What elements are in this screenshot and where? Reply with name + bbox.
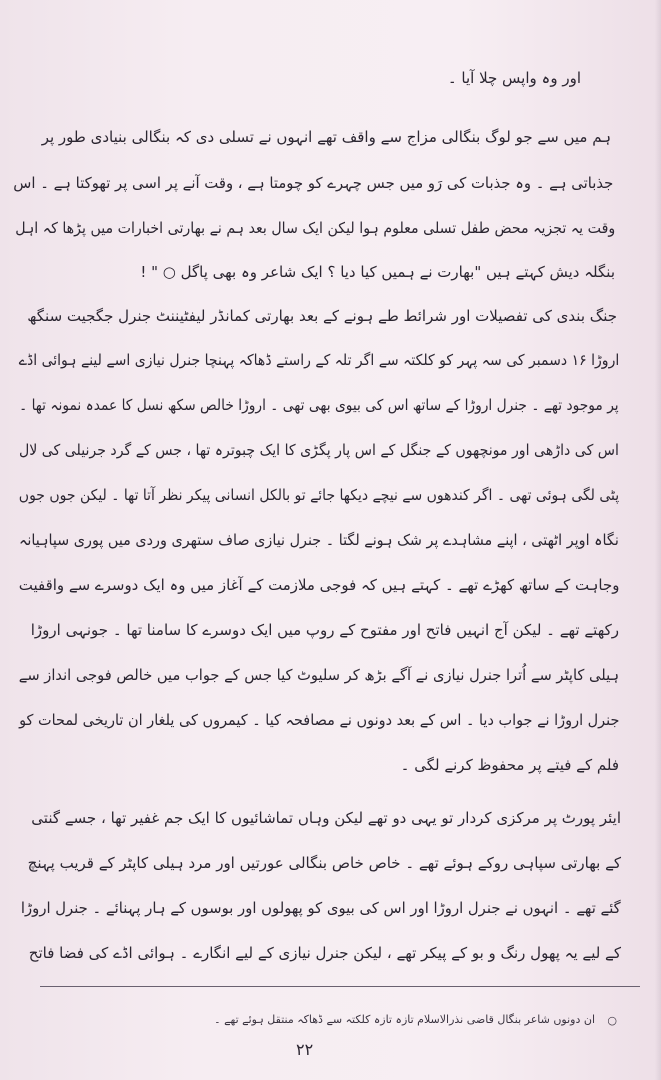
- text-line: گئے تھے ۔ انہوں نے جنرل اروڑا اور اس کی بیوی کو پھولوں اور بوسوں کے ہار پہنائے ۔ جنرل اروڑا: [21, 899, 621, 917]
- text-line: وقت یہ تجزیہ محض طفل تسلی معلوم ہوا لیکن ایک سال بعد ہم نے بھارتی اخبارات میں پڑھا کہ اہل: [15, 219, 615, 237]
- text-line: جنرل اروڑا نے جواب دیا ۔ اس کے بعد دونوں نے مصافحہ کیا ۔ کیمروں کی یلغار ان تاریخی لمحات کو: [18, 711, 619, 729]
- text-line: اور وہ واپس چلا آیا ۔: [447, 69, 581, 87]
- text-line: کے بھارتی سپاہی روکے ہوئے تھے ۔ خاص خاص بنگالی عورتیں اور مرد ہیلی کاپٹر کے قریب پہنچ: [27, 854, 621, 872]
- text-line: فلم کے فیتے پر محفوظ کرنے لگی ۔: [400, 756, 619, 774]
- text-line: پر موجود تھے ۔ جنرل اروڑا کے ساتھ اس کی بیوی بھی تھی ۔ اروڑا خالص سکھ نسل کا عمدہ نمونہ تھا ۔: [19, 396, 619, 414]
- page-edge-shadow: [655, 0, 661, 1080]
- text-line: نگاہ اوپر اٹھتی ، اپنے مشاہدے پر شک ہونے لگتا ۔ جنرل نیازی صاف ستھری وردی میں پوری سپاہیانہ: [19, 531, 619, 549]
- text-line: ہم میں سے جو لوگ بنگالی مزاج سے واقف تھے انہوں نے تسلی دی کہ بنگالی بنیادی طور پر: [41, 128, 611, 146]
- text-line: ایئر پورٹ پر مرکزی کردار تو یہی دو تھے لیکن وہاں تماشائیوں کا ایک جم غفیر تھا ، جسے گنتی: [31, 809, 621, 827]
- footnote-divider: [40, 986, 640, 987]
- text-line: وجاہت کے ساتھ کھڑے تھے ۔ کہتے ہیں کہ فوجی ملازمت کے آغاز میں وہ ایک دوسرے سے واقفیت: [18, 576, 619, 594]
- page-number: ۲۲: [296, 1040, 314, 1059]
- text-line: اس کی داڑھی اور مونچھوں کے جنگل کے اس پار پگڑی کا ایک چبوترہ تھا ، جس کے گرد جرنیلی کی لال: [18, 441, 619, 459]
- text-line: ہیلی کاپٹر سے اُترا جنرل نیازی نے آگے بڑھ کر سلیوٹ کیا جس کے جواب میں خالص فوجی انداز سے: [18, 666, 619, 684]
- footnote: ان دونوں شاعر بنگال قاضی نذرالاسلام تازہ تازہ کلکتہ سے ڈھاکہ منتقل ہوئے تھے ۔: [214, 1013, 595, 1026]
- text-line: جذباتی ہے ۔ وہ جذبات کی رَو میں جس چہرے کو چومتا ہے ، وقت آنے پر اسی پر تھوکتا ہے ۔ اس: [12, 174, 613, 192]
- footnote-mark: ○: [607, 1014, 617, 1027]
- text-line: اروڑا ۱۶ دسمبر کی سہ پہر کو کلکتہ سے اگر تلہ کے راستے ڈھاکہ پہنچا جنرل نیازی اسے لینے ہوائی اڈے: [18, 351, 619, 369]
- text-line: کے لیے یہ پھول رنگ و بو کے پیکر تھے ، لیکن جنرل نیازی کے لیے انگارے ۔ ہوائی اڈے کی فضا فاتح: [28, 944, 621, 962]
- text-line: رکھتے تھے ۔ لیکن آج انہیں فاتح اور مفتوح کے روپ میں ایک دوسرے کا سامنا تھا ۔ جونہی اروڑا: [30, 621, 619, 639]
- text-line: بنگلہ دیش کہتے ہیں "بھارت نے ہمیں کیا دیا ؟ ایک شاعر وہ بھی پاگل ○ " !: [140, 263, 615, 281]
- text-line: پٹی لگی ہوئی تھی ۔ اگر کندھوں سے نیچے دیکھا جائے تو بالکل انسانی پیکر نظر آتا تھا ۔ لیکن جوں جوں: [18, 486, 619, 504]
- text-line: جنگ بندی کی تفصیلات اور شرائط طے ہونے کے بعد بھارتی کمانڈر لیفٹیننٹ جنرل جگجیت سنگھ: [27, 307, 617, 325]
